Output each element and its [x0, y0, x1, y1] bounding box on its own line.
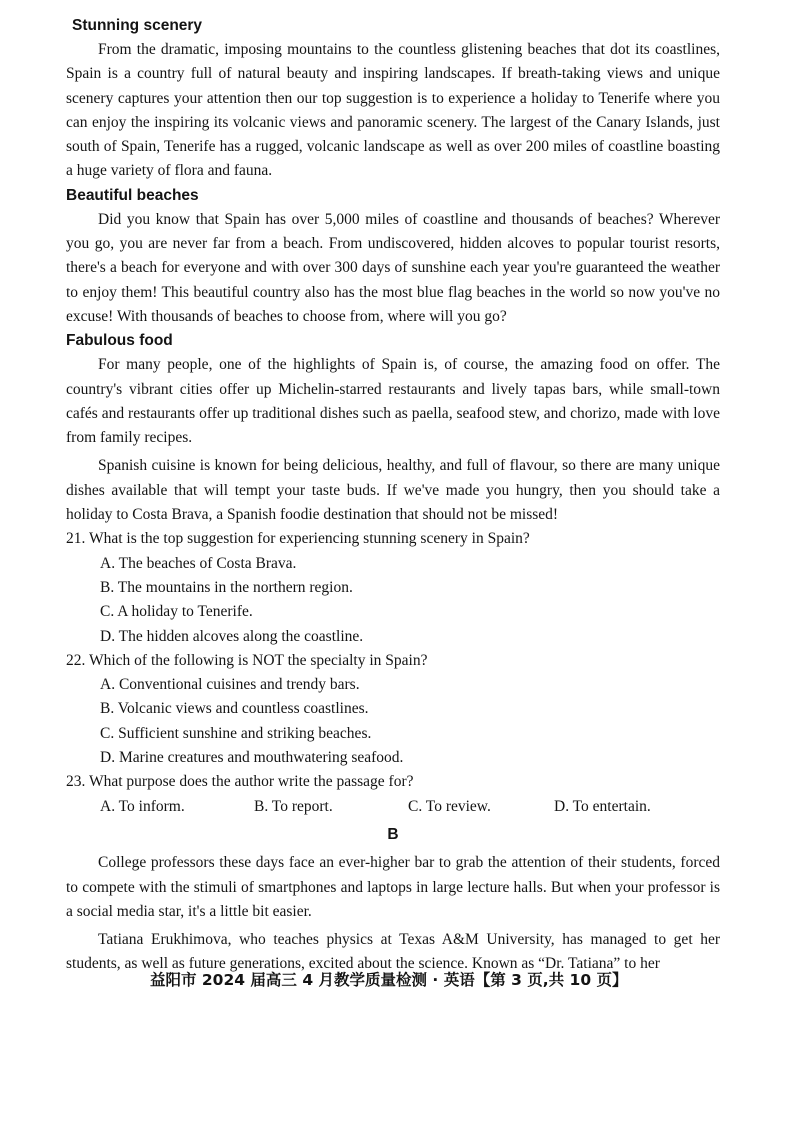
question-stem: 21. What is the top suggestion for experiencing stunning scenery in Spain?: [66, 530, 530, 548]
paragraph-beautiful-beaches: Did you know that Spain has over 5,000 miles of coastline and thousands of beaches? Wherever you go, you are never far from a beach. From undiscovered, hidden alcoves to popular tourist resorts, there's a beach for everyone and with over 300 days of sunshine each year you're guaranteed the weather to enjoy them! This beautiful country also has the most blue flag beaches in the world so now you've no excuse! With thousands of beaches to choose from, where will you go?: [66, 210, 720, 325]
option-a: A. Conventional cuisines and trendy bars.: [100, 676, 360, 694]
paragraph-fabulous-food-2: Spanish cuisine is known for being delicious, healthy, and full of flavour, so there are many unique dishes available that will tempt your taste buds. If we've made you hungry, then you should take a holiday to Costa Brava, a Spanish foodie destination that should not be missed!: [66, 457, 720, 524]
paragraph-stunning-scenery: From the dramatic, imposing mountains to the countless glistening beaches that dot its coastlines, Spain is a country full of natural beauty and inspiring landscapes. If breath-taking views and unique scenery captures your attention then our top suggestion is to experience a holiday to Tenerife where you can enjoy the inspiring its volcanic views and panoramic scenery. The largest of the Canary Islands, just south of Spain, Tenerife has a rugged, volcanic landscape as well as over 200 miles of coastline boasting a huge variety of flora and fauna.: [66, 41, 720, 180]
option-b: B. To report.: [254, 797, 333, 815]
heading-stunning-scenery: Stunning scenery: [72, 17, 203, 34]
option-a: A. The beaches of Costa Brava.: [100, 554, 297, 572]
options-row: [100, 795, 720, 819]
question-21: [66, 527, 720, 648]
option-d: D. Marine creatures and mouthwatering seafood.: [100, 749, 404, 767]
paragraph-fabulous-food-1: For many people, one of the highlights of Spain is, of course, the amazing food on offer. The country's vibrant cities offer up Michelin-starred restaurants and lively tapas bars, while small-town cafés and restaurants offer up traditional dishes such as paella, seafood stew, and chorizo, made with love from family recipes.: [66, 356, 720, 447]
passage-a: [66, 14, 720, 977]
option-d: D. The hidden alcoves along the coastline.: [100, 627, 364, 645]
option-b: B. Volcanic views and countless coastlines.: [100, 700, 369, 718]
question-23: [66, 770, 720, 819]
heading-beautiful-beaches: Beautiful beaches: [66, 186, 199, 204]
section-b-label: B: [387, 825, 399, 843]
page-footer: 益阳市 2024 届高三 4 月教学质量检测 · 英语【第 3 页,共 10 页】: [150, 971, 628, 989]
option-c: C. To review.: [408, 797, 491, 815]
heading-fabulous-food: Fabulous food: [66, 332, 173, 350]
option-b: B. The mountains in the northern region.: [100, 578, 353, 596]
option-d: D. To entertain.: [554, 797, 651, 815]
option-a: A. To inform.: [100, 797, 185, 815]
question-stem: 22. Which of the following is NOT the specialty in Spain?: [66, 651, 428, 669]
question-stem: 23. What purpose does the author write the passage for?: [66, 773, 414, 791]
question-22: [66, 649, 720, 770]
paragraph-b-1: College professors these days face an ever-higher bar to grab the attention of their students, forced to compete with the stimuli of smartphones and laptops in large lecture halls. But when your professor is a social media star, it's a little bit easier.: [66, 854, 720, 920]
paragraph-b-2: Tatiana Erukhimova, who teaches physics at Texas A&M University, has managed to get her students, as well as future generations, excited about the science. Known as “Dr. Tatiana” to her: [66, 931, 720, 973]
option-c: C. A holiday to Tenerife.: [100, 603, 253, 621]
option-c: C. Sufficient sunshine and striking beaches.: [100, 724, 372, 742]
